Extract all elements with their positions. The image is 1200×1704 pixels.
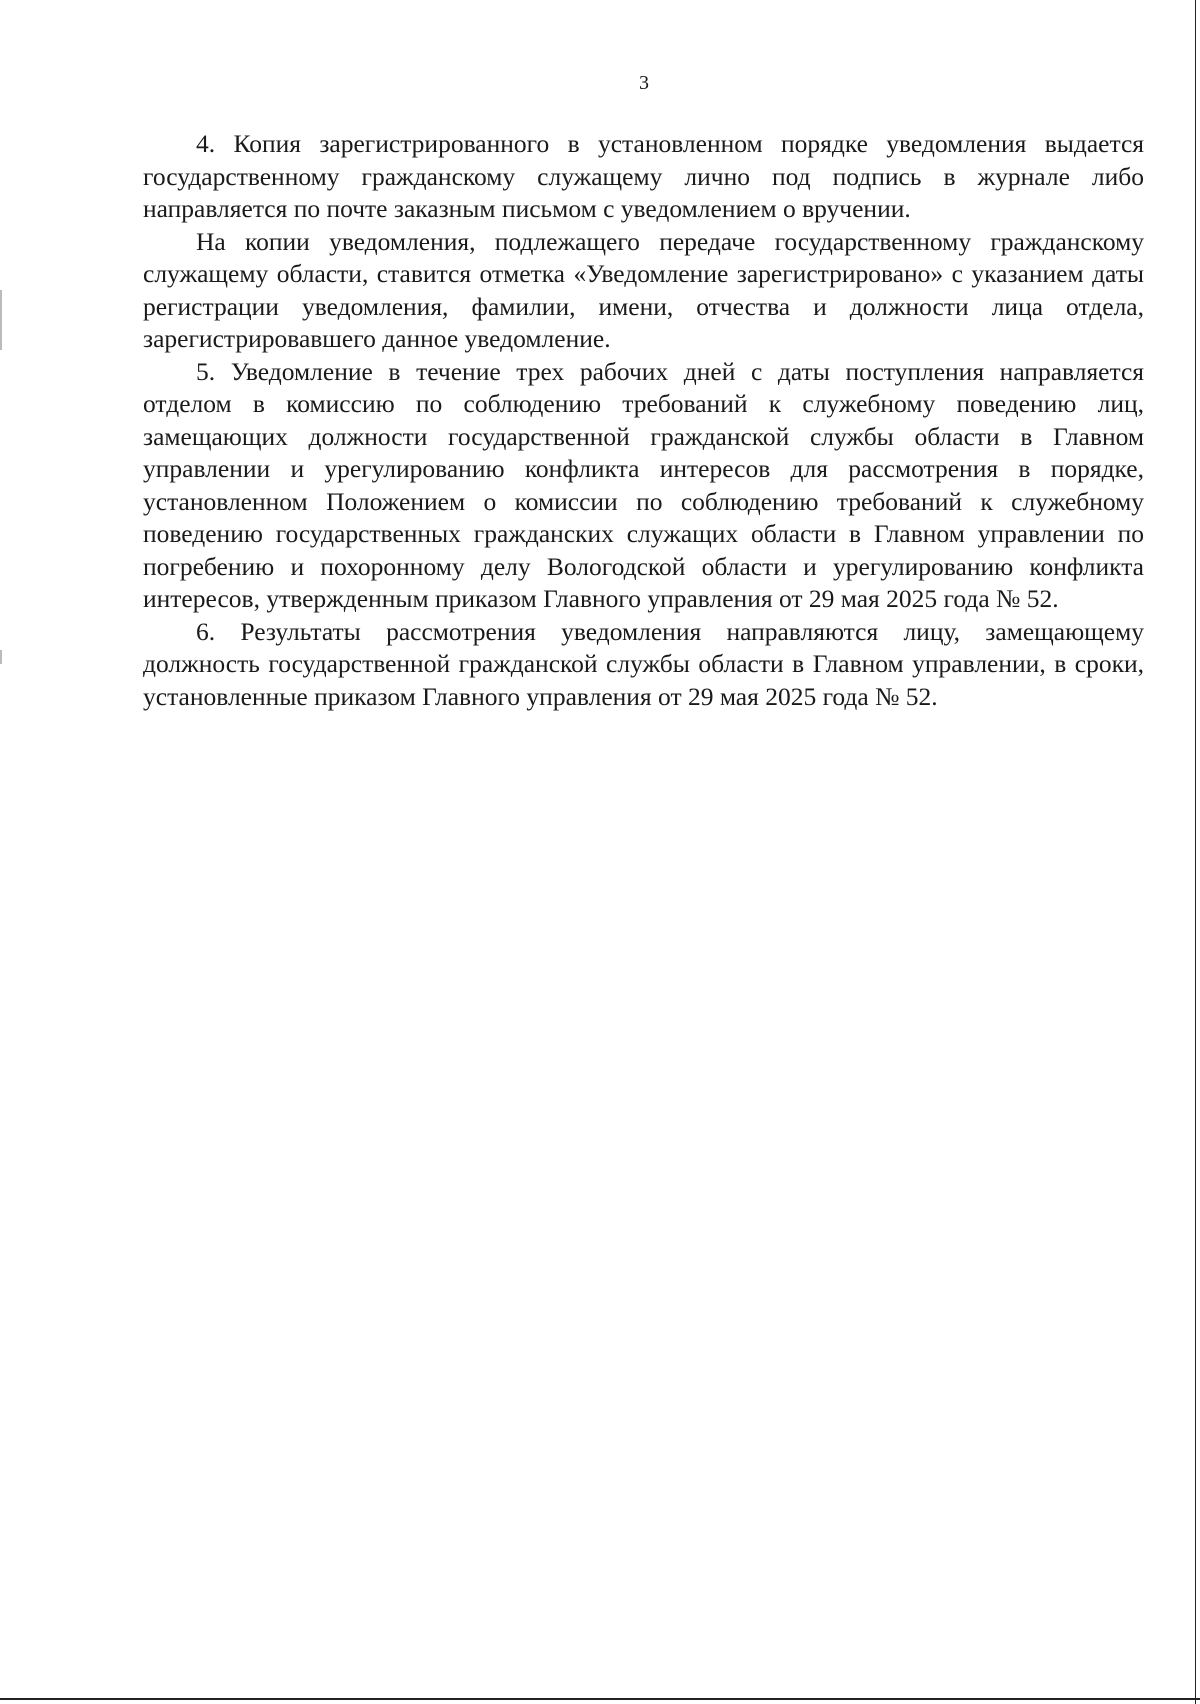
scan-margin-mark [0, 650, 2, 664]
scan-edge-right [1195, 0, 1196, 1704]
paragraph-4-copy-issuance: 4. Копия зарегистрированного в установленном порядке уведомления выдается государственному гражданскому служащему лично под подпись в журнале либо направляется по почте заказным письмом с уведомлением о вручении. [143, 129, 1144, 223]
paragraph-5-commission-referral: 5. Уведомление в течение трех рабочих дней с даты поступления направляется отделом в комиссию по соблюдению требований к служебному поведению лиц, замещающих должности государственной гражданской службы области в Главном управлении и урегулированию конфликта интересов для рассмотрения в порядке, установленном Положением о комиссии по соблюдению требований к служебному поведению государственных гражданских служащих области в Главном управлении по погребению и похоронному делу Вологодской области и урегулированию конфликта интересов, утвержденным приказом Главного управления от 29 мая 2025 года № 52. [143, 356, 1144, 613]
paragraph-6-results: 6. Результаты рассмотрения уведомления направляются лицу, замещающему должность государственной гражданской службы области в Главном управлении, в сроки, установленные приказом Главного управления от 29 мая 2025 года № 52. [143, 616, 1144, 711]
document-body [143, 128, 1144, 713]
scan-edge-bottom [0, 1698, 1200, 1700]
page-number: 3 [639, 72, 649, 94]
paragraph-copy-mark: На копии уведомления, подлежащего передаче государственному гражданскому служащему области, ставится отметка «Уведомление зарегистрировано» с указанием даты регистрации уведомления, фамилии, имени, отчества и должности лица отдела, зарегистрировавшего данное уведомление. [143, 226, 1144, 353]
scan-margin-mark [0, 290, 2, 350]
